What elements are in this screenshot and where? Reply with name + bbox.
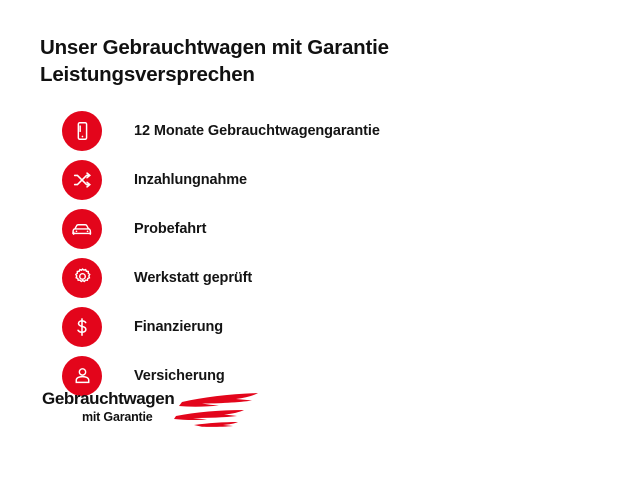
page-title-line-1: Unser Gebrauchtwagen mit Garantie [40, 36, 389, 59]
page-title-line-2: Leistungsversprechen [40, 63, 255, 87]
list-item [40, 204, 604, 253]
feature-label: Finanzierung [134, 318, 224, 335]
feature-label: Probefahrt [134, 220, 207, 237]
list-item [40, 106, 604, 155]
feature-label: Werkstatt geprüft [134, 269, 253, 286]
feature-label: 12 Monate Gebrauchtwagengarantie [134, 122, 380, 139]
brand-logo-line-1: Gebrauchtwagen [42, 389, 175, 408]
list-item [40, 302, 604, 351]
car-front-icon [62, 209, 102, 249]
page-title [40, 34, 560, 88]
feature-label: Versicherung [134, 367, 225, 384]
dollar-sign-icon [62, 307, 102, 347]
shuffle-arrows-icon [62, 160, 102, 200]
gear-icon [62, 258, 102, 298]
feature-label: Inzahlungnahme [134, 171, 247, 188]
feature-list [40, 106, 604, 400]
brand-logo [42, 390, 302, 438]
brand-logo-line-2: mit Garantie [82, 410, 153, 424]
list-item [40, 253, 604, 302]
list-item [40, 155, 604, 204]
smartphone-icon [62, 111, 102, 151]
